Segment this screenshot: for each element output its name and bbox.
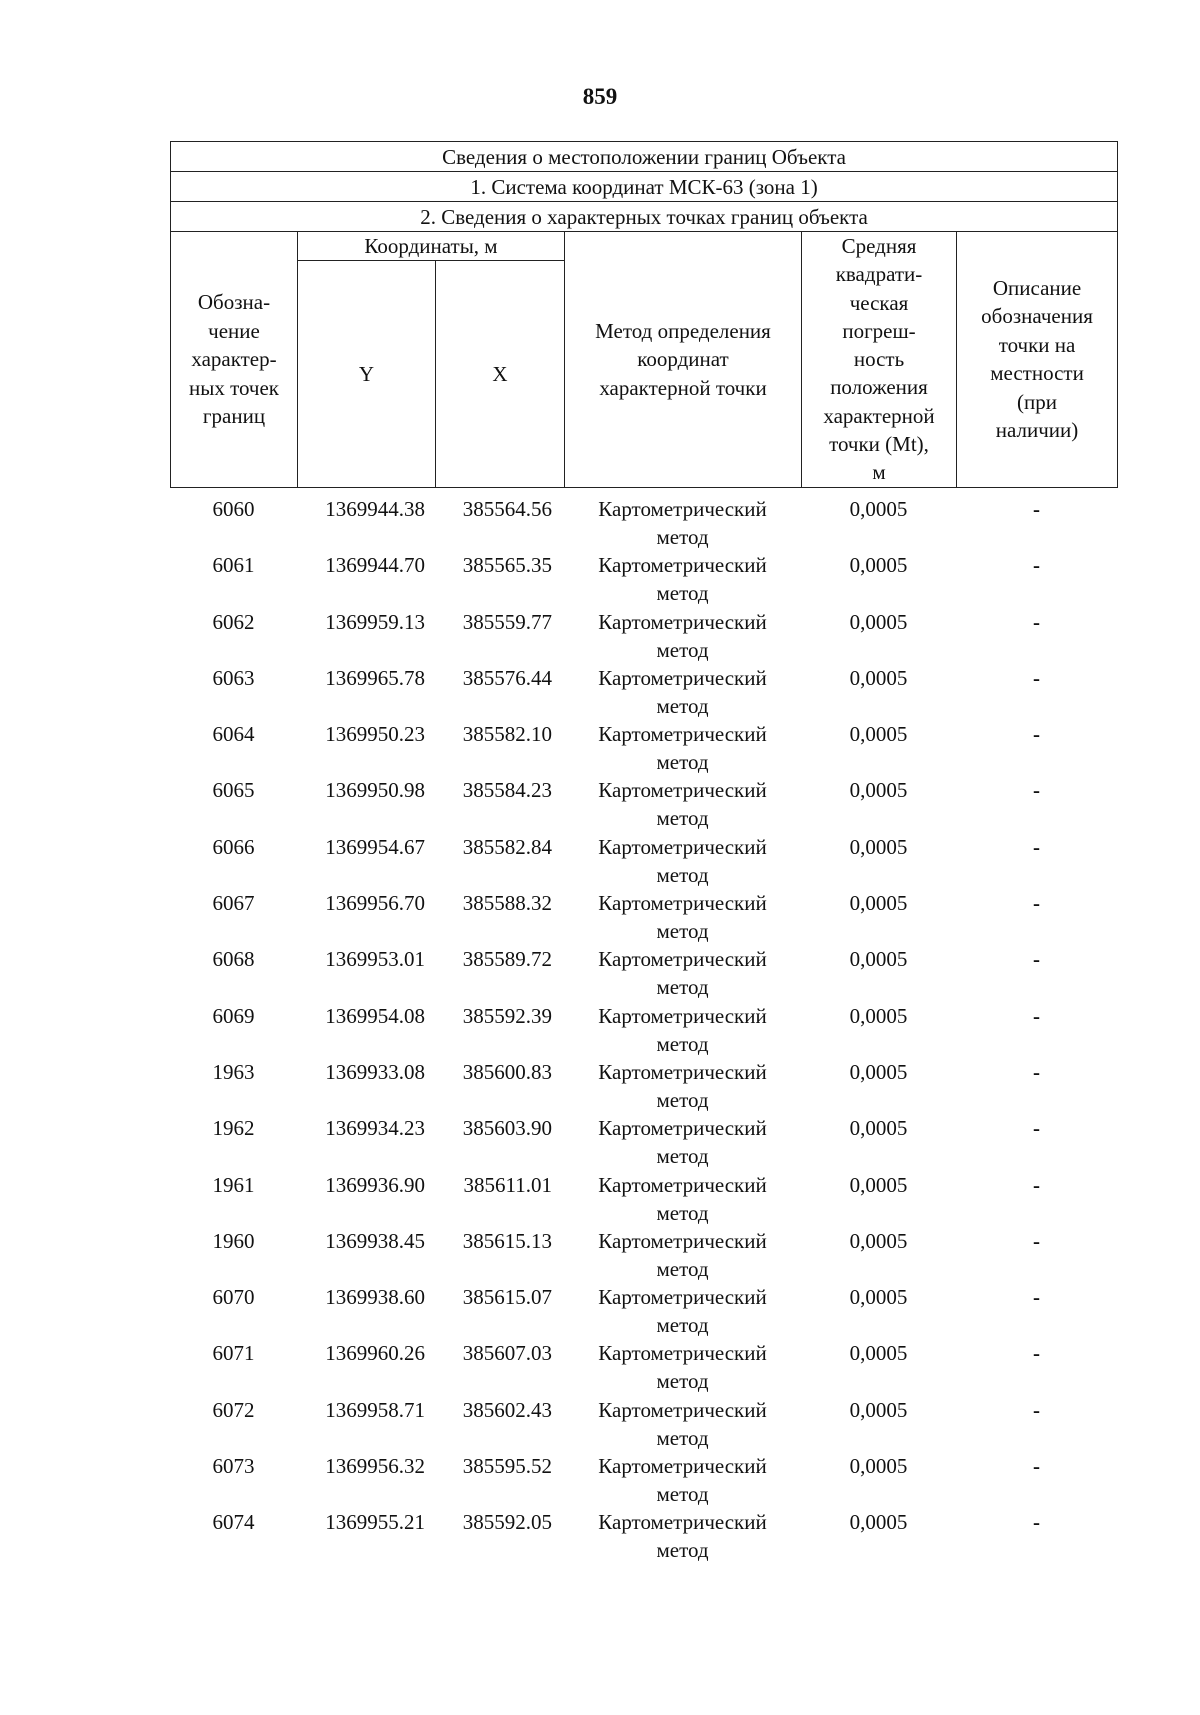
x-coordinate-cell: 385592.05 <box>462 1510 552 1535</box>
description-cell: - <box>1033 1003 1040 1028</box>
point-id-cell: 6071 <box>212 1341 255 1366</box>
description-cell: - <box>1033 947 1040 972</box>
table-title: Сведения о местоположении границ Объекта <box>171 142 1118 172</box>
method-cell: Картометрический метод <box>598 1172 767 1225</box>
x-coordinate-cell: 385615.13 <box>462 1228 552 1253</box>
y-coordinate-cell: 1369944.70 <box>325 553 425 578</box>
point-id-cell: 6066 <box>212 834 255 859</box>
point-id-cell: 6070 <box>212 1285 255 1310</box>
mean-square-error-cell: 0,0005 <box>849 1172 908 1197</box>
mean-square-error-cell: 0,0005 <box>849 553 908 578</box>
page-number: 859 <box>582 84 618 109</box>
method-cell: Картометрический метод <box>598 722 767 775</box>
x-coordinate-cell: 385615.07 <box>462 1285 552 1310</box>
table-row <box>170 1114 1117 1170</box>
description-cell: - <box>1033 1116 1040 1141</box>
x-coordinate-cell: 385588.32 <box>462 891 552 916</box>
column-header-y: Y <box>298 261 436 487</box>
mean-square-error-cell: 0,0005 <box>849 609 908 634</box>
point-id-cell: 6063 <box>212 665 255 690</box>
x-coordinate-cell: 385607.03 <box>462 1341 552 1366</box>
x-coordinate-cell: 385565.35 <box>462 553 552 578</box>
method-cell: Картометрический метод <box>598 834 767 887</box>
table-row <box>170 1283 1117 1339</box>
description-cell: - <box>1033 665 1040 690</box>
y-coordinate-cell: 1369936.90 <box>325 1172 425 1197</box>
mean-square-error-cell: 0,0005 <box>849 1003 908 1028</box>
table-row <box>170 1227 1117 1283</box>
y-coordinate-cell: 1369944.38 <box>325 497 425 521</box>
table-row <box>170 945 1117 1001</box>
table-row <box>170 1171 1117 1227</box>
method-cell: Картометрический метод <box>598 1454 767 1507</box>
method-cell: Картометрический метод <box>598 1341 767 1394</box>
x-coordinate-cell: 385602.43 <box>462 1397 552 1422</box>
boundary-points-table <box>170 495 1117 1565</box>
description-cell: - <box>1033 1228 1040 1253</box>
y-coordinate-cell: 1369954.08 <box>325 1003 425 1028</box>
x-coordinate-cell: 385584.23 <box>462 778 552 803</box>
point-id-cell: 1961 <box>212 1172 255 1197</box>
point-id-cell: 6062 <box>212 609 255 634</box>
mean-square-error-cell: 0,0005 <box>849 1397 908 1422</box>
point-id-cell: 1962 <box>212 1116 255 1141</box>
method-cell: Картометрический метод <box>598 609 767 662</box>
y-coordinate-cell: 1369954.67 <box>325 834 425 859</box>
mean-square-error-cell: 0,0005 <box>849 665 908 690</box>
description-cell: - <box>1033 609 1040 634</box>
table-row <box>170 1002 1117 1058</box>
table-row <box>170 1339 1117 1395</box>
mean-square-error-cell: 0,0005 <box>849 1116 908 1141</box>
description-cell: - <box>1033 1172 1040 1197</box>
y-coordinate-cell: 1369938.60 <box>325 1285 425 1310</box>
description-cell: - <box>1033 722 1040 747</box>
x-coordinate-cell: 385589.72 <box>462 947 552 972</box>
column-header-mean-square-error: Средняя квадрати- ческая погреш- ность положения характерной точки (Mt), м <box>802 232 957 488</box>
y-coordinate-cell: 1369934.23 <box>325 1116 425 1141</box>
mean-square-error-cell: 0,0005 <box>849 1454 908 1479</box>
description-cell: - <box>1033 778 1040 803</box>
method-cell: Картометрический метод <box>598 1116 767 1169</box>
y-coordinate-cell: 1369965.78 <box>325 665 425 690</box>
table-row <box>170 1452 1117 1508</box>
x-coordinate-cell: 385582.10 <box>462 722 552 747</box>
x-coordinate-cell: 385595.52 <box>462 1454 552 1479</box>
description-cell: - <box>1033 1285 1040 1310</box>
point-id-cell: 6060 <box>212 497 255 521</box>
x-coordinate-cell: 385582.84 <box>462 834 552 859</box>
method-cell: Картометрический метод <box>598 497 767 549</box>
method-cell: Картометрический метод <box>598 553 767 606</box>
description-cell: - <box>1033 1454 1040 1479</box>
table-row <box>170 889 1117 945</box>
y-coordinate-cell: 1369933.08 <box>325 1059 425 1084</box>
table-row <box>170 833 1117 889</box>
point-id-cell: 6068 <box>212 947 255 972</box>
x-coordinate-cell: 385611.01 <box>463 1172 552 1197</box>
description-cell: - <box>1033 1397 1040 1422</box>
description-cell: - <box>1033 1341 1040 1366</box>
method-cell: Картометрический метод <box>598 1059 767 1112</box>
table-row <box>170 608 1117 664</box>
mean-square-error-cell: 0,0005 <box>849 497 908 521</box>
mean-square-error-cell: 0,0005 <box>849 891 908 916</box>
column-header-method: Метод определения координат характерной точки <box>565 232 802 488</box>
y-coordinate-cell: 1369960.26 <box>325 1341 425 1366</box>
column-header-coordinates: Координаты, м <box>298 232 565 261</box>
description-cell: - <box>1033 497 1040 521</box>
method-cell: Картометрический метод <box>598 1397 767 1450</box>
point-id-cell: 6072 <box>212 1397 255 1422</box>
x-coordinate-cell: 385603.90 <box>462 1116 552 1141</box>
y-coordinate-cell: 1369938.45 <box>325 1228 425 1253</box>
y-coordinate-cell: 1369955.21 <box>325 1510 425 1535</box>
y-coordinate-cell: 1369956.32 <box>325 1454 425 1479</box>
mean-square-error-cell: 0,0005 <box>849 1285 908 1310</box>
method-cell: Картометрический метод <box>598 947 767 1000</box>
description-cell: - <box>1033 891 1040 916</box>
method-cell: Картометрический метод <box>598 778 767 831</box>
method-cell: Картометрический метод <box>598 1510 767 1563</box>
mean-square-error-cell: 0,0005 <box>849 1228 908 1253</box>
coordinate-system-label: 1. Система координат МСК-63 (зона 1) <box>171 172 1118 202</box>
mean-square-error-cell: 0,0005 <box>849 947 908 972</box>
method-cell: Картометрический метод <box>598 891 767 944</box>
table-row <box>170 495 1117 551</box>
mean-square-error-cell: 0,0005 <box>849 834 908 859</box>
table-row <box>170 720 1117 776</box>
method-cell: Картометрический метод <box>598 665 767 718</box>
point-id-cell: 1963 <box>212 1059 255 1084</box>
y-coordinate-cell: 1369953.01 <box>325 947 425 972</box>
x-coordinate-cell: 385600.83 <box>462 1059 552 1084</box>
point-id-cell: 6061 <box>212 553 255 578</box>
description-cell: - <box>1033 1510 1040 1535</box>
table-row <box>170 1396 1117 1452</box>
point-id-cell: 6073 <box>212 1454 255 1479</box>
description-cell: - <box>1033 1059 1040 1084</box>
mean-square-error-cell: 0,0005 <box>849 1341 908 1366</box>
x-coordinate-cell: 385576.44 <box>462 665 552 690</box>
y-coordinate-cell: 1369958.71 <box>325 1397 425 1422</box>
point-id-cell: 6069 <box>212 1003 255 1028</box>
table-row <box>170 1508 1117 1564</box>
y-coordinate-cell: 1369959.13 <box>325 609 425 634</box>
section-label: 2. Сведения о характерных точках границ объекта <box>171 202 1118 232</box>
table-row <box>170 664 1117 720</box>
column-header-description: Описание обозначения точки на местности (при наличии) <box>957 232 1118 488</box>
method-cell: Картометрический метод <box>598 1228 767 1281</box>
point-id-cell: 6065 <box>212 778 255 803</box>
y-coordinate-cell: 1369956.70 <box>325 891 425 916</box>
method-cell: Картометрический метод <box>598 1285 767 1338</box>
x-coordinate-cell: 385592.39 <box>462 1003 552 1028</box>
table-row <box>170 1058 1117 1114</box>
x-coordinate-cell: 385564.56 <box>462 497 552 521</box>
method-cell: Картометрический метод <box>598 1003 767 1056</box>
mean-square-error-cell: 0,0005 <box>849 1510 908 1535</box>
point-id-cell: 6074 <box>212 1510 255 1535</box>
table-row <box>170 551 1117 607</box>
mean-square-error-cell: 0,0005 <box>849 722 908 747</box>
point-id-cell: 6064 <box>212 722 255 747</box>
column-header-point-designation: Обозна- чение характер- ных точек границ <box>171 232 298 488</box>
y-coordinate-cell: 1369950.98 <box>325 778 425 803</box>
description-cell: - <box>1033 553 1040 578</box>
y-coordinate-cell: 1369950.23 <box>325 722 425 747</box>
mean-square-error-cell: 0,0005 <box>849 778 908 803</box>
description-cell: - <box>1033 834 1040 859</box>
point-id-cell: 6067 <box>212 891 255 916</box>
x-coordinate-cell: 385559.77 <box>462 609 552 634</box>
boundary-table-header <box>170 141 1118 488</box>
column-header-x: X <box>436 261 565 487</box>
table-row <box>170 776 1117 832</box>
point-id-cell: 1960 <box>212 1228 255 1253</box>
mean-square-error-cell: 0,0005 <box>849 1059 908 1084</box>
